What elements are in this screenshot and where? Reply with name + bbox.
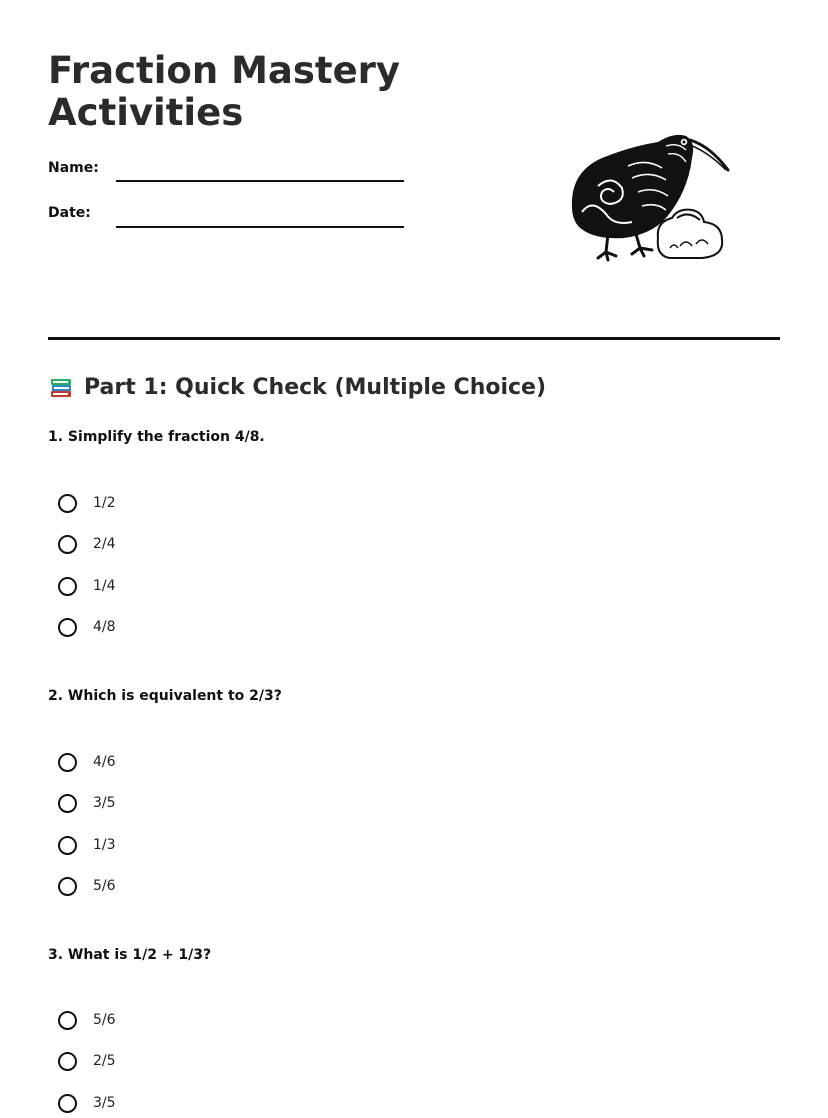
name-label: Name: <box>48 160 99 176</box>
option-label: 1/3 <box>93 837 116 853</box>
option-label: 3/5 <box>93 795 116 811</box>
radio-button[interactable] <box>58 794 77 813</box>
option-label: 5/6 <box>93 1012 116 1028</box>
radio-button[interactable] <box>58 618 77 637</box>
option-label: 2/5 <box>93 1053 116 1069</box>
option-label: 1/4 <box>93 578 116 594</box>
radio-button[interactable] <box>58 577 77 596</box>
q2-option-1[interactable] <box>58 750 116 774</box>
question-2: 2. Which is equivalent to 2/3? <box>48 688 282 704</box>
radio-button[interactable] <box>58 535 77 554</box>
option-label: 1/2 <box>93 495 116 511</box>
radio-button[interactable] <box>58 836 77 855</box>
option-label: 3/5 <box>93 1095 116 1111</box>
section-heading-text: Part 1: Quick Check (Multiple Choice) <box>84 374 547 400</box>
option-label: 4/8 <box>93 619 116 635</box>
q2-option-3[interactable] <box>58 833 116 857</box>
option-label: 5/6 <box>93 878 116 894</box>
page-title: Fraction Mastery Activities <box>48 49 401 134</box>
option-label: 4/6 <box>93 754 116 770</box>
q1-option-3[interactable] <box>58 574 116 598</box>
q1-option-2[interactable] <box>58 532 116 556</box>
radio-button[interactable] <box>58 1052 77 1071</box>
section-divider <box>48 337 780 340</box>
radio-button[interactable] <box>58 1011 77 1030</box>
q3-option-3[interactable] <box>58 1091 116 1115</box>
radio-button[interactable] <box>58 1094 77 1113</box>
date-field[interactable] <box>116 226 404 228</box>
q3-option-2[interactable] <box>58 1049 116 1073</box>
question-1: 1. Simplify the fraction 4/8. <box>48 429 265 445</box>
radio-button[interactable] <box>58 494 77 513</box>
q1-option-4[interactable] <box>58 615 116 639</box>
books-icon <box>48 374 74 400</box>
option-label: 2/4 <box>93 536 116 552</box>
date-label: Date: <box>48 205 91 221</box>
kiwi-bird-illustration <box>562 122 732 264</box>
q2-option-4[interactable] <box>58 874 116 898</box>
question-3: 3. What is 1/2 + 1/3? <box>48 947 212 963</box>
q1-option-1[interactable] <box>58 491 116 515</box>
q2-option-2[interactable] <box>58 791 116 815</box>
radio-button[interactable] <box>58 877 77 896</box>
radio-button[interactable] <box>58 753 77 772</box>
name-field[interactable] <box>116 180 404 182</box>
q3-option-1[interactable] <box>58 1008 116 1032</box>
section-heading <box>48 374 546 400</box>
